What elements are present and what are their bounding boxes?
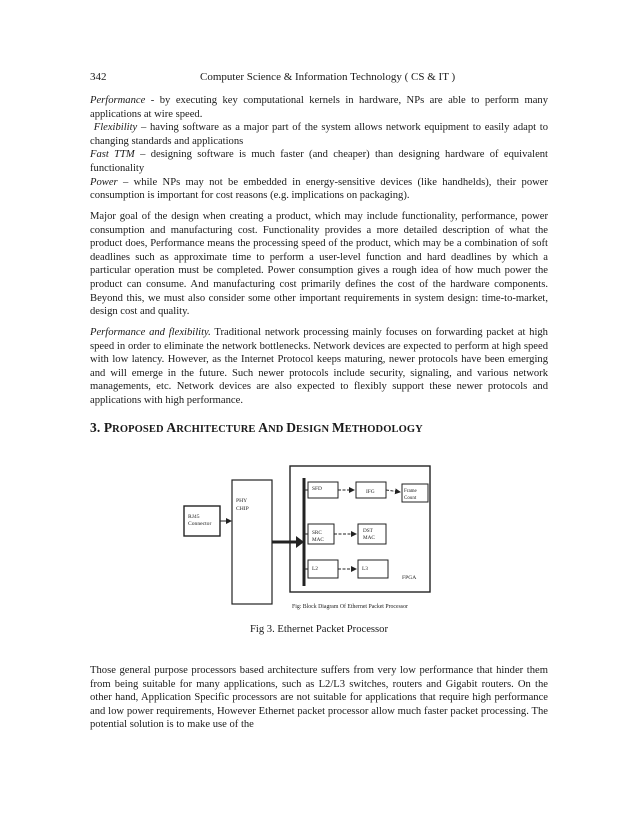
fpga-label: FPGA (402, 575, 417, 581)
page-header (90, 70, 548, 84)
title-rest: ND (268, 424, 287, 435)
definition-text: – while NPs may not be embedded in energy-sensitive devices (like handhelds), their power consumption is important for cost reasons (e.g. implications on packaging). (90, 176, 548, 202)
definitions-block (90, 94, 548, 203)
frame-count-label-2: Count (404, 496, 417, 501)
fpga-block (290, 466, 430, 592)
definition-term: Power (90, 176, 118, 188)
phy-label-2: CHIP (236, 506, 249, 512)
block-diagram (170, 462, 470, 622)
sfd-label: SFD (312, 486, 322, 492)
ifg-label: IFG (366, 489, 375, 495)
frame-count-label-1: Frame (404, 489, 417, 494)
definition-text: - by executing key computational kernels in hardware, NPs are able to perform many applications at wire speed. (90, 95, 548, 120)
paragraph-text: Those general purpose processors based architecture suffers from very low performance that hinder them from being suitable for many applications, such as L2/L3 switches, routers and Gigabit routers. On the other hand, Application Specific processors are not suitable for applications that require high performance and low power requirements, However Ethernet packet processor allow much faster packet processing. The potential solution is to make use of the (90, 665, 548, 731)
block-diagram-figure (170, 462, 470, 622)
definition-term: Performance (90, 95, 146, 106)
dst-mac-label-1: DST (363, 528, 373, 534)
running-title: Computer Science & Information Technology ( CS & IT ) (200, 71, 456, 83)
section-title-text (104, 420, 423, 435)
src-mac-label-1: SRC (312, 530, 322, 536)
definition-fast-ttm (90, 148, 548, 175)
l3-label: L3 (362, 566, 368, 572)
l2-label: L2 (312, 566, 318, 572)
dst-mac-label-2: MAC (363, 535, 375, 541)
paragraph-closing (90, 664, 548, 732)
definition-term: Flexibility (93, 122, 138, 134)
paragraph-text: Major goal of the design when creating a product, which may include functionality, performance, power consumption and manufacturing cost. Functionality provides a more detailed description of what the product does, Performance means the processing speed of the product, which may be a combination of soft deadlines such as approximate time to perform a user-level function and hard deadlines by which a particular operation must be completed. Power consumption gives a rough idea of how much power the product can consume. And manufacturing cost primarily defines the cost of the hardware components. Beyond this, we must also consider some other important requirements in system design: time-to-market, design cost and quality. (90, 211, 548, 318)
src-mac-label-2: MAC (312, 537, 324, 543)
dst-mac-block (358, 524, 386, 544)
section-heading (90, 420, 550, 436)
definition-power (90, 176, 548, 203)
paragraph-major-goal (90, 210, 548, 319)
title-rest: ETHODOLOGY (344, 424, 423, 435)
page-number: 342 (90, 71, 107, 83)
figure-inner-caption: Fig: Block Diagram Of Ethernet Packet Processor (292, 604, 408, 610)
rj45-label-2: Connector (188, 521, 212, 527)
paragraph-text (90, 326, 548, 408)
title-rest: ROPOSED (112, 424, 167, 435)
definition-performance (90, 94, 548, 121)
definition-text: – having software as a major part of the system allows network equipment to easily adapt to changing standards and applications (90, 122, 549, 147)
definition-text: – designing software is much faster (and cheaper) than designing hardware of equivalent functionality (90, 149, 549, 174)
title-cap: P (103, 420, 113, 435)
definition-term: Fast TTM (90, 149, 135, 161)
title-cap: M (331, 420, 345, 435)
title-cap: D (286, 420, 297, 435)
paragraph-lead: Performance and flexibility. (90, 327, 211, 338)
figure-caption: Fig 3. Ethernet Packet Processor (250, 624, 388, 635)
section-number: 3. (90, 420, 101, 435)
paragraph-performance-flexibility (90, 326, 548, 408)
rj45-label-1: RJ45 (188, 514, 200, 520)
title-rest: ESIGN (296, 424, 332, 435)
definition-flexibility (90, 121, 548, 148)
title-cap: A (166, 420, 177, 435)
paragraph-body: Traditional network processing mainly focuses on forwarding packet at high speed in order to eliminate the network bottlenecks. Network devices are expected to perform at high speed with low latency. However, as the Internet Protocol keeps maturing, newer protocols have been emerging and will emerge in the future. Such newer protocols include security, signaling, and various network managements, etc. Network devices are also expected to flexibly support these newer protocols and applications with high performance. (90, 327, 548, 406)
title-rest: RCHITECTURE (176, 424, 259, 435)
title-cap: A (258, 420, 269, 435)
phy-label-1: PHY (236, 498, 248, 504)
